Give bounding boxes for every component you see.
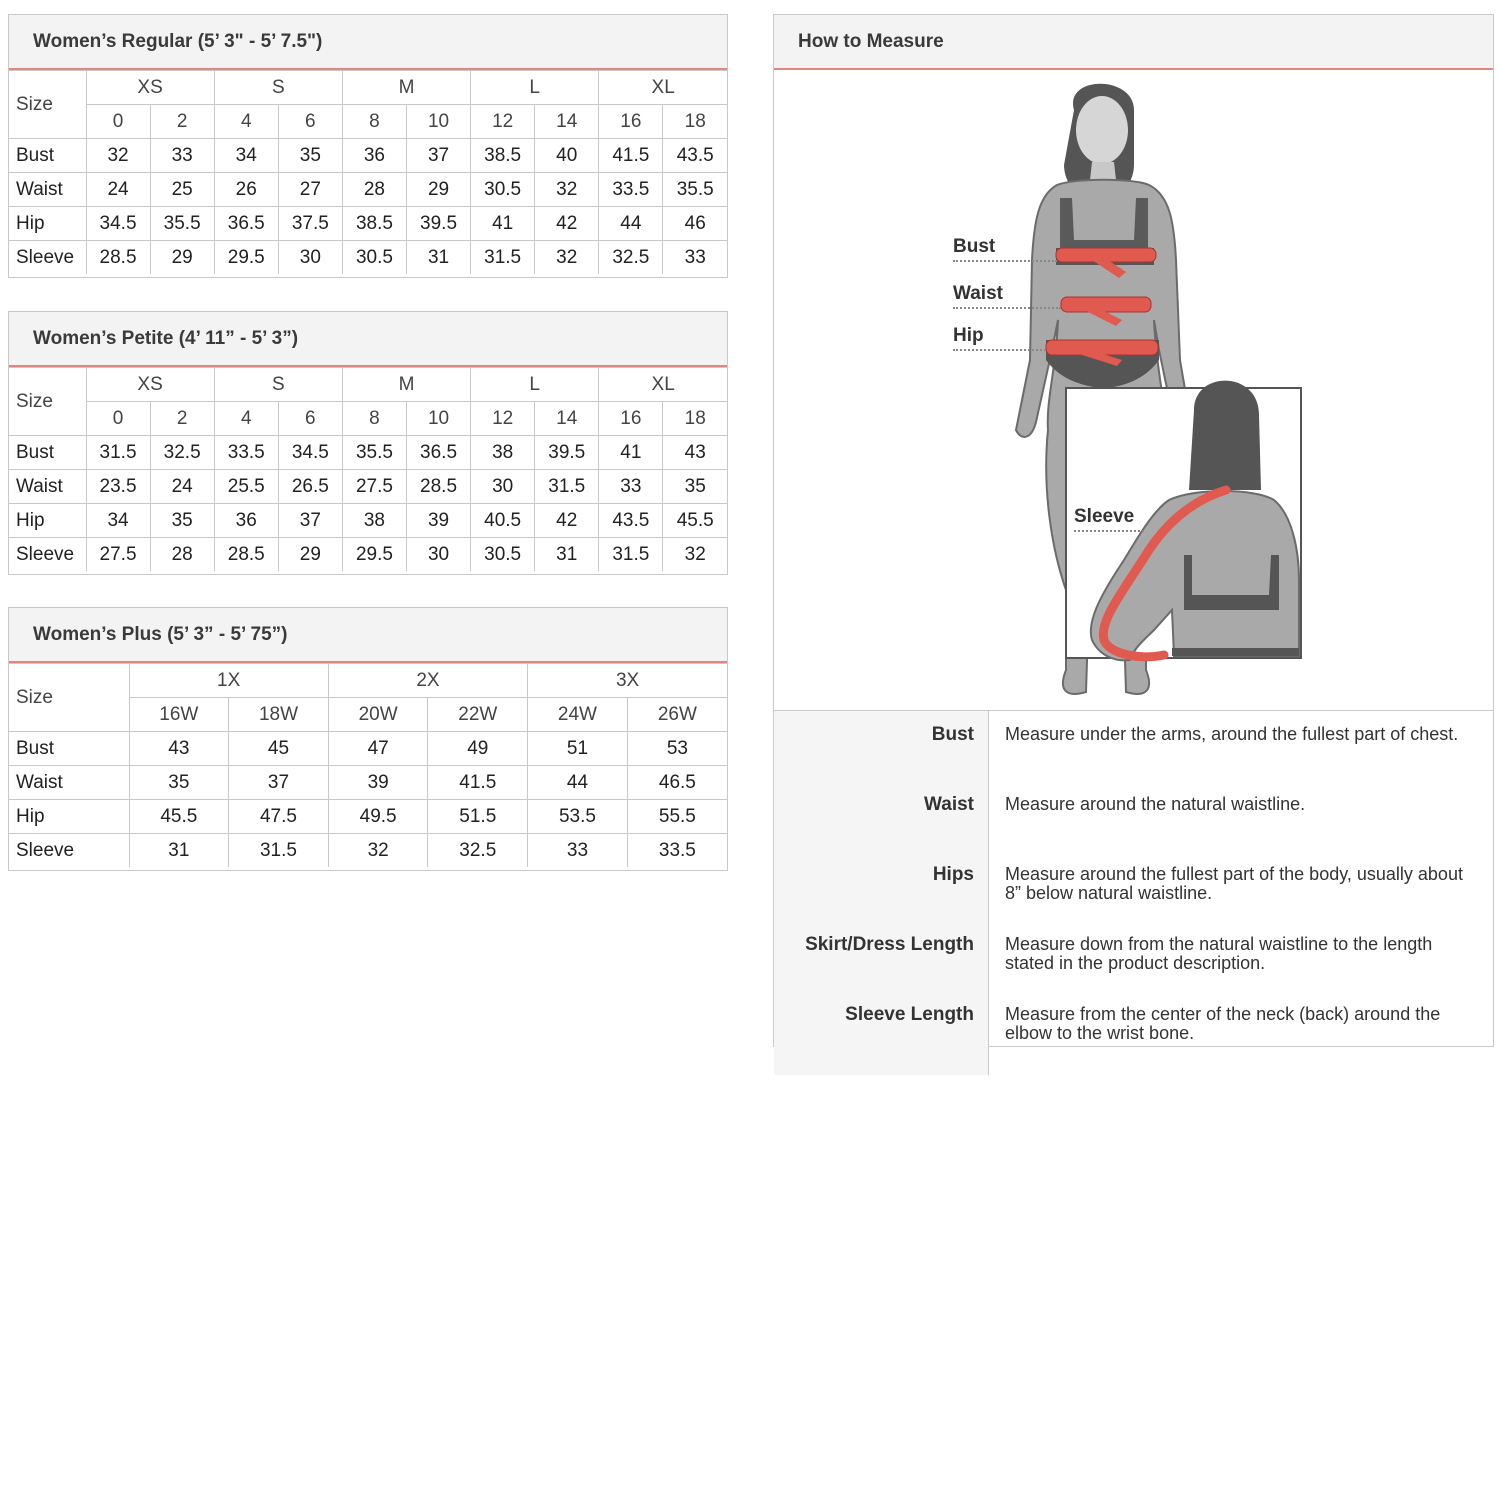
measurement-cell: 38.5 [342,207,406,241]
size-number-header: 14 [535,105,599,139]
measurement-cell: 32.5 [599,241,663,275]
bust-leader [953,260,1057,262]
measurement-cell: 31.5 [86,436,150,470]
measurement-cell: 47.5 [229,800,329,834]
measurement-cell: 37.5 [278,207,342,241]
measure-figure [774,70,1493,711]
measurement-cell: 51 [528,732,628,766]
measurement-cell: 41 [471,207,535,241]
measurement-cell: 32 [535,173,599,207]
size-number-header: 16 [599,105,663,139]
size-group-header: 2X [328,664,527,698]
measurement-cell: 31.5 [535,470,599,504]
row-label: Waist [9,470,86,504]
measurement-cell: 41 [599,436,663,470]
size-group-header: M [342,368,470,402]
measurement-cell: 53 [627,732,727,766]
measurement-cell: 38.5 [471,139,535,173]
size-group-header: 3X [528,664,727,698]
measurement-cell: 30.5 [342,241,406,275]
measurement-cell: 35 [663,470,727,504]
measurement-cell: 25.5 [214,470,278,504]
measurement-cell: 53.5 [528,800,628,834]
size-group-header: XL [599,368,727,402]
measurement-cell: 28 [342,173,406,207]
hip-label: Hip [953,325,984,346]
bust-label: Bust [953,236,996,257]
table-row [9,173,727,207]
petite-size-panel [8,311,728,575]
size-group-header: M [342,71,470,105]
measurement-cell: 30.5 [471,538,535,572]
measurement-cell: 35 [278,139,342,173]
plus-title: Women’s Plus (5’ 3” - 5’ 75”) [9,608,727,663]
measurement-cell: 43.5 [663,139,727,173]
measurement-cell: 26 [214,173,278,207]
row-label: Waist [9,173,86,207]
measurement-cell: 28 [150,538,214,572]
table-row [9,834,727,868]
measurement-cell: 46.5 [627,766,727,800]
size-number-header: 14 [535,402,599,436]
measure-description: Measure from the center of the neck (back) around the elbow to the wrist bone. [1005,1004,1441,1043]
measurement-cell: 33 [599,470,663,504]
measurement-cell: 33 [663,241,727,275]
size-group-header: S [214,71,342,105]
size-number-header: 8 [342,402,406,436]
measurement-cell: 35.5 [342,436,406,470]
measurement-cell: 26.5 [278,470,342,504]
measurement-cell: 38 [471,436,535,470]
measurement-cell: 39.5 [535,436,599,470]
table-row [9,504,727,538]
measurement-cell: 37 [229,766,329,800]
measurement-cell: 29.5 [214,241,278,275]
measurement-cell: 32 [86,139,150,173]
measurement-cell: 28.5 [214,538,278,572]
table-row [9,470,727,504]
row-label: Sleeve [9,834,129,868]
measurement-cell: 49 [428,732,528,766]
size-number-header: 12 [471,402,535,436]
size-number-header: 10 [406,105,470,139]
waist-tape [1061,297,1151,312]
measurement-cell: 45.5 [129,800,229,834]
measurement-cell: 43 [663,436,727,470]
regular-title: Women’s Regular (5’ 3" - 5’ 7.5") [9,15,727,70]
measurement-cell: 31.5 [229,834,329,868]
measurement-cell: 45.5 [663,504,727,538]
size-header: Size [9,664,129,732]
size-number-header: 20W [328,698,428,732]
row-label: Bust [9,436,86,470]
size-number-header: 0 [86,402,150,436]
measurement-cell: 27.5 [342,470,406,504]
size-group-header: XL [599,71,727,105]
size-group-header: XS [86,71,214,105]
measurement-cell: 37 [406,139,470,173]
measurement-cell: 24 [150,470,214,504]
size-number-header: 26W [627,698,727,732]
measurement-cell: 40.5 [471,504,535,538]
size-number-header: 2 [150,402,214,436]
measure-description: Measure down from the natural waistline to the length stated in the product description. [1005,934,1433,973]
plus-size-table [9,663,727,867]
measurement-cell: 31 [129,834,229,868]
measurement-cell: 34.5 [278,436,342,470]
measurement-cell: 30 [406,538,470,572]
regular-size-table [9,70,727,274]
measure-terms [774,711,989,1075]
measure-descriptions [989,711,1493,1075]
measure-definitions [774,711,1493,1047]
measure-description: Measure around the fullest part of the body, usually about 8” below natural waistline. [1005,864,1463,903]
measurement-cell: 49.5 [328,800,428,834]
measurement-cell: 29.5 [342,538,406,572]
table-row [9,241,727,275]
measurement-cell: 40 [535,139,599,173]
measurement-cell: 31 [535,538,599,572]
measurement-cell: 31 [406,241,470,275]
size-number-header: 8 [342,105,406,139]
size-group-header: S [214,368,342,402]
measurement-cell: 28.5 [86,241,150,275]
measure-term: Skirt/Dress Length [805,934,974,955]
measurement-cell: 32 [328,834,428,868]
size-header: Size [9,71,86,139]
size-number-header: 24W [528,698,628,732]
size-number-header: 6 [278,402,342,436]
row-label: Bust [9,732,129,766]
measurement-cell: 23.5 [86,470,150,504]
measurement-cell: 35 [129,766,229,800]
measurement-cell: 33.5 [214,436,278,470]
measurement-cell: 29 [406,173,470,207]
hip-leader [953,349,1046,351]
table-row [9,207,727,241]
measurement-cell: 31.5 [471,241,535,275]
table-row [9,538,727,572]
measurement-cell: 27 [278,173,342,207]
sleeve-label: Sleeve [1074,506,1135,527]
measurement-cell: 36 [342,139,406,173]
hip-tape [1046,340,1158,355]
table-row [9,800,727,834]
row-label: Sleeve [9,538,86,572]
measurement-cell: 28.5 [406,470,470,504]
measurement-cell: 24 [86,173,150,207]
measurement-cell: 27.5 [86,538,150,572]
plus-size-panel [8,607,728,871]
size-number-header: 6 [278,105,342,139]
measurement-cell: 46 [663,207,727,241]
measurement-cell: 47 [328,732,428,766]
measurement-cell: 31.5 [599,538,663,572]
regular-size-panel [8,14,728,278]
size-number-header: 18 [663,105,727,139]
size-number-header: 12 [471,105,535,139]
measurement-cell: 42 [535,504,599,538]
size-number-header: 10 [406,402,470,436]
measurement-cell: 37 [278,504,342,538]
measurement-cell: 55.5 [627,800,727,834]
row-label: Waist [9,766,129,800]
measurement-cell: 36.5 [406,436,470,470]
measurement-cell: 44 [528,766,628,800]
size-header: Size [9,368,86,436]
measurement-cell: 33 [150,139,214,173]
measurement-cell: 35.5 [663,173,727,207]
measurement-cell: 29 [150,241,214,275]
table-row [9,139,727,173]
table-row [9,732,727,766]
size-number-header: 4 [214,105,278,139]
measurement-cell: 44 [599,207,663,241]
measurement-cell: 41.5 [599,139,663,173]
measurement-cell: 33.5 [599,173,663,207]
measurement-cell: 35.5 [150,207,214,241]
measurement-cell: 32 [663,538,727,572]
row-label: Hip [9,504,86,538]
size-number-header: 0 [86,105,150,139]
measurement-cell: 33.5 [627,834,727,868]
waist-leader [953,307,1061,309]
row-label: Sleeve [9,241,86,275]
measure-term: Waist [924,794,974,815]
measurement-cell: 30 [278,241,342,275]
petite-size-table [9,367,727,571]
measurement-cell: 30 [471,470,535,504]
measurement-cell: 32 [535,241,599,275]
measurement-cell: 35 [150,504,214,538]
size-number-header: 16 [599,402,663,436]
sleeve-leader [1074,530,1144,532]
measurement-cell: 38 [342,504,406,538]
table-row [9,766,727,800]
measurement-cell: 34.5 [86,207,150,241]
measurement-cell: 29 [278,538,342,572]
size-group-header: XS [86,368,214,402]
measurement-cell: 45 [229,732,329,766]
measure-description: Measure around the natural waistline. [1005,794,1306,814]
measurement-cell: 39 [328,766,428,800]
size-number-header: 4 [214,402,278,436]
measure-term: Bust [931,724,974,745]
measurement-cell: 51.5 [428,800,528,834]
row-label: Bust [9,139,86,173]
petite-title: Women’s Petite (4’ 11” - 5’ 3”) [9,312,727,367]
measurement-cell: 33 [528,834,628,868]
size-number-header: 22W [428,698,528,732]
table-row [9,436,727,470]
measurement-cell: 32.5 [150,436,214,470]
size-group-header: L [471,368,599,402]
how-to-measure-title: How to Measure [774,15,1493,70]
measurement-cell: 34 [86,504,150,538]
measurement-cell: 30.5 [471,173,535,207]
row-label: Hip [9,800,129,834]
size-number-header: 18 [663,402,727,436]
measurement-cell: 36 [214,504,278,538]
row-label: Hip [9,207,86,241]
measurement-cell: 41.5 [428,766,528,800]
measurement-cell: 32.5 [428,834,528,868]
body-illustration [774,70,1493,710]
measure-term: Sleeve Length [845,1004,974,1025]
size-group-header: L [471,71,599,105]
how-to-measure-panel [773,14,1494,1047]
measurement-cell: 25 [150,173,214,207]
measurement-cell: 43 [129,732,229,766]
measurement-cell: 36.5 [214,207,278,241]
measurement-cell: 42 [535,207,599,241]
size-number-header: 18W [229,698,329,732]
size-number-header: 16W [129,698,229,732]
waist-label: Waist [953,283,1003,304]
measurement-cell: 39 [406,504,470,538]
measurement-cell: 39.5 [406,207,470,241]
measurement-cell: 34 [214,139,278,173]
measurement-cell: 43.5 [599,504,663,538]
size-number-header: 2 [150,105,214,139]
size-group-header: 1X [129,664,328,698]
measure-term: Hips [932,864,974,885]
measure-description: Measure under the arms, around the fullest part of chest. [1005,724,1459,744]
